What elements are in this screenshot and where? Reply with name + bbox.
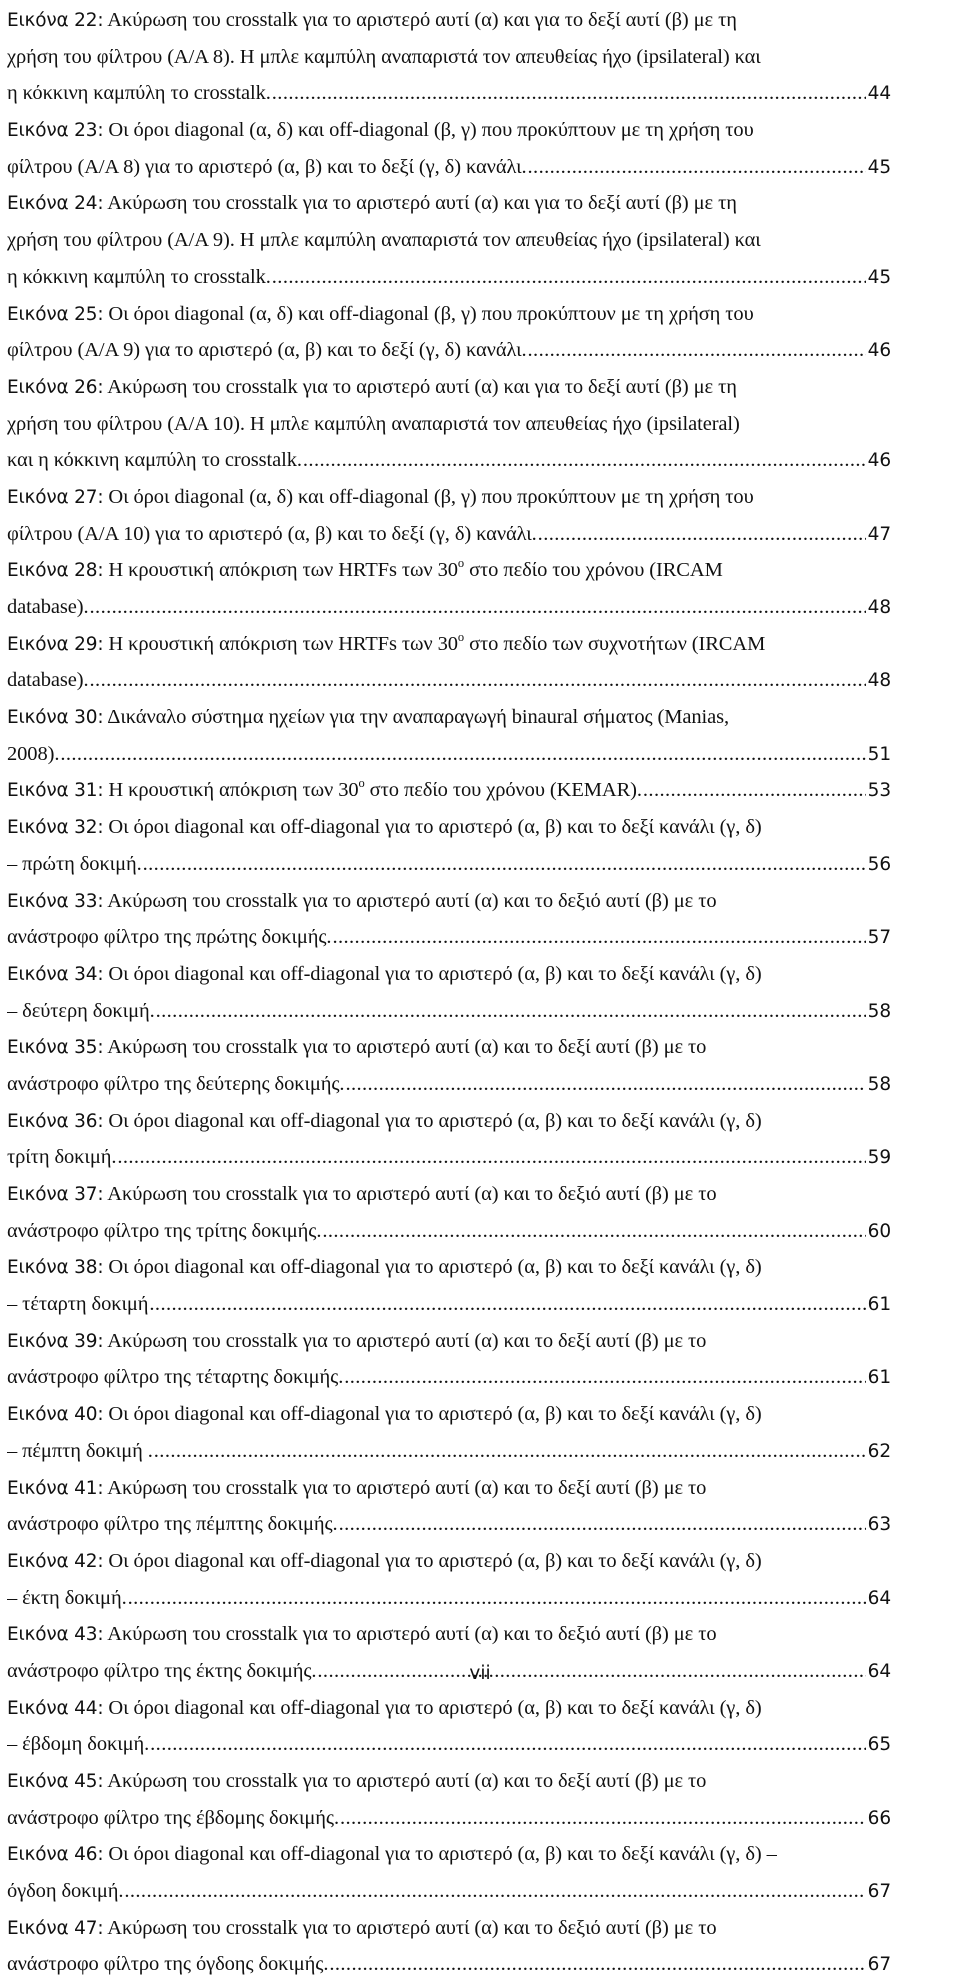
toc-entry-text bbox=[7, 259, 271, 296]
caption-text: Οι όροι diagonal και off-diagonal για το αριστερό (α, β) και το δεξί κανάλι (γ, δ) bbox=[103, 962, 762, 985]
caption-text: Ακύρωση του crosstalk για το αριστερό αυτί (α) και το δεξί αυτί (β) με το bbox=[103, 1770, 707, 1792]
caption-text: – έκτη δοκιμή. bbox=[7, 1586, 127, 1609]
toc-entry-line bbox=[7, 1396, 891, 1433]
caption-text: Η κρουστική απόκριση των 30 bbox=[103, 779, 359, 802]
dot-leader bbox=[150, 1726, 866, 1763]
page-number-ref[interactable]: 64 bbox=[867, 1587, 891, 1609]
toc-entry-text bbox=[7, 589, 89, 626]
toc-entry-line bbox=[7, 1506, 891, 1543]
caption-text: χρήση του φίλτρου (Α/Α 8). Η μπλε καμπύλη αναπαριστά τον απευθείας ήχο (ipsilateral) και bbox=[7, 45, 761, 68]
toc-entry-line bbox=[7, 1946, 891, 1983]
figure-label: Εικόνα 41: bbox=[7, 1477, 104, 1499]
figure-label: Εικόνα 43: bbox=[7, 1624, 104, 1646]
toc-entry[interactable] bbox=[7, 1690, 891, 1763]
toc-entry-line bbox=[7, 956, 891, 993]
figure-label: Εικόνα 39: bbox=[7, 1330, 104, 1352]
dot-leader bbox=[332, 919, 865, 956]
figure-label: Εικόνα 28: bbox=[7, 560, 104, 582]
caption-text: φίλτρου (Α/Α 10) για το αριστερό (α, β) και το δεξί (γ, δ) κανάλι. bbox=[7, 522, 537, 545]
dot-leader bbox=[528, 149, 866, 186]
caption-text: Οι όροι diagonal και off-diagonal για το αριστερό (α, β) και το δεξί κανάλι (γ, δ) – bbox=[103, 1843, 777, 1866]
page-number-ref[interactable]: 65 bbox=[867, 1734, 891, 1756]
toc-entry-text bbox=[7, 736, 59, 773]
page-number-ref[interactable]: 64 bbox=[867, 1660, 891, 1682]
dot-leader bbox=[143, 846, 866, 883]
caption-text: – πρώτη δοκιμή. bbox=[7, 852, 142, 875]
toc-entry-text bbox=[7, 1580, 127, 1617]
toc-entry[interactable] bbox=[7, 1396, 891, 1469]
dot-leader bbox=[90, 662, 866, 699]
toc-entry-line bbox=[7, 662, 891, 699]
figure-label: Εικόνα 26: bbox=[7, 376, 104, 398]
dot-leader bbox=[117, 1139, 865, 1176]
toc-entry[interactable] bbox=[7, 1470, 891, 1543]
caption-text: Ακύρωση του crosstalk για το αριστερό αυτί (α) και το δεξί αυτί (β) με το bbox=[103, 1476, 707, 1499]
toc-entry-text bbox=[7, 662, 89, 699]
page-number-ref[interactable]: 59 bbox=[867, 1147, 891, 1169]
caption-text: Ακύρωση του crosstalk για το αριστερό αυτί (α) και το δεξί αυτί (β) με το bbox=[103, 1036, 707, 1059]
caption-text: ανάστροφο φίλτρο της έκτης δοκιμής. bbox=[7, 1659, 317, 1682]
dot-leader bbox=[322, 1213, 865, 1250]
degree-superscript: o bbox=[358, 776, 365, 791]
page-number-ref[interactable]: 45 bbox=[867, 266, 891, 288]
toc-entry-line bbox=[7, 442, 891, 479]
caption-text: Ακύρωση του crosstalk για το αριστερό αυτί (α) και για το δεξί αυτί (β) με τη bbox=[103, 192, 737, 215]
dot-leader bbox=[303, 442, 866, 479]
toc-entry-line bbox=[7, 1616, 891, 1653]
toc-entry[interactable] bbox=[7, 956, 891, 1029]
toc-entry-line bbox=[7, 2, 891, 39]
figure-label: Εικόνα 44: bbox=[7, 1697, 104, 1719]
caption-text: φίλτρου (Α/Α 9) για το αριστερό (α, β) και το δεξί (γ, δ) κανάλι. bbox=[7, 339, 527, 362]
caption-text: Δικάναλο σύστημα ηχείων για την αναπαραγωγή binaural σήματος (Manias, bbox=[103, 706, 730, 729]
toc-entry[interactable] bbox=[7, 1103, 891, 1176]
caption-text: ανάστροφο φίλτρο της πρώτης δοκιμής. bbox=[7, 926, 332, 949]
caption-text: Οι όροι diagonal και off-diagonal για το αριστερό (α, β) και το δεξί κανάλι (γ, δ) bbox=[103, 816, 762, 839]
caption-text: χρήση του φίλτρου (Α/Α 9). Η μπλε καμπύλη αναπαριστά τον απευθείας ήχο (ipsilateral) και bbox=[7, 229, 761, 252]
caption-text: database). bbox=[7, 669, 89, 692]
toc-entry-line bbox=[7, 259, 891, 296]
page-number-ref[interactable]: 47 bbox=[867, 523, 891, 545]
dot-leader bbox=[538, 516, 866, 553]
dot-leader bbox=[329, 1946, 865, 1983]
page-number-ref[interactable]: 63 bbox=[867, 1514, 891, 1536]
toc-entry-line bbox=[7, 1359, 891, 1396]
toc-entry-line bbox=[7, 39, 891, 76]
toc-entry-line bbox=[7, 369, 891, 406]
toc-entry-line bbox=[7, 1470, 891, 1507]
caption-text: ανάστροφο φίλτρο της τέταρτης δοκιμής. bbox=[7, 1366, 344, 1389]
toc-entry-line bbox=[7, 552, 891, 589]
page-number-ref[interactable]: 57 bbox=[867, 927, 891, 949]
dot-leader bbox=[154, 1433, 866, 1470]
toc-entry[interactable] bbox=[7, 552, 891, 625]
toc-entry[interactable] bbox=[7, 112, 891, 185]
dot-leader bbox=[149, 1286, 865, 1323]
toc-entry-line bbox=[7, 846, 891, 883]
caption-text: στο πεδίο των συχνοτήτων (IRCAM bbox=[464, 632, 766, 655]
dot-leader bbox=[128, 1580, 866, 1617]
toc-entry-line bbox=[7, 149, 891, 186]
toc-entry-line bbox=[7, 112, 891, 149]
page-number-ref[interactable]: 53 bbox=[867, 780, 891, 802]
toc-entry-line bbox=[7, 479, 891, 516]
caption-text: – πέμπτη δοκιμή . bbox=[7, 1439, 153, 1462]
dot-leader bbox=[340, 1800, 866, 1837]
page-number-ref[interactable]: 66 bbox=[867, 1807, 891, 1829]
page-number-ref[interactable]: 61 bbox=[867, 1367, 891, 1389]
toc-entry[interactable] bbox=[7, 626, 891, 699]
figure-label: Εικόνα 40: bbox=[7, 1404, 104, 1426]
caption-text: Οι όροι diagonal και off-diagonal για το αριστερό (α, β) και το δεξί κανάλι (γ, δ) bbox=[103, 1696, 762, 1719]
toc-entry-line bbox=[7, 1286, 891, 1323]
caption-text: Ακύρωση του crosstalk για το αριστερό αυτί (α) και το δεξιό αυτί (β) με το bbox=[103, 1916, 717, 1939]
dot-leader bbox=[90, 589, 866, 626]
toc-entry[interactable] bbox=[7, 883, 891, 956]
toc-entry-line bbox=[7, 772, 891, 809]
toc-entry-line bbox=[7, 1543, 891, 1580]
caption-text: ανάστροφο φίλτρο της πέμπτης δοκιμής. bbox=[7, 1513, 338, 1536]
caption-text: Οι όροι diagonal και off-diagonal για το αριστερό (α, β) και το δεξί κανάλι (γ, δ) bbox=[103, 1549, 762, 1572]
toc-entry-text bbox=[7, 1946, 328, 1983]
figure-label: Εικόνα 30: bbox=[7, 707, 104, 729]
page-number-ref[interactable]: 56 bbox=[867, 853, 891, 875]
caption-text: Οι όροι diagonal και off-diagonal για το αριστερό (α, β) και το δεξί κανάλι (γ, δ) bbox=[103, 1256, 762, 1279]
toc-entry[interactable] bbox=[7, 2, 891, 112]
figure-label: Εικόνα 46: bbox=[7, 1844, 104, 1866]
caption-text: – τέταρτη δοκιμή bbox=[7, 1293, 149, 1316]
figure-label: Εικόνα 38: bbox=[7, 1257, 104, 1279]
dot-leader bbox=[124, 1873, 865, 1910]
toc-entry-line bbox=[7, 296, 891, 333]
toc-entry-line bbox=[7, 1249, 891, 1286]
caption-text: στο πεδίο του χρόνου (IRCAM bbox=[464, 559, 723, 582]
page-number-ref[interactable]: 51 bbox=[867, 743, 891, 765]
toc-entry-line bbox=[7, 1690, 891, 1727]
caption-text: στο πεδίο του χρόνου (KEMAR). bbox=[364, 779, 642, 802]
toc-entry-line bbox=[7, 1726, 891, 1763]
toc-entry-line bbox=[7, 736, 891, 773]
toc-entry[interactable] bbox=[7, 772, 891, 809]
degree-superscript: o bbox=[457, 629, 465, 644]
toc-entry[interactable] bbox=[7, 1763, 891, 1836]
figure-label: Εικόνα 35: bbox=[7, 1037, 104, 1059]
toc-entry-line bbox=[7, 222, 891, 259]
caption-text: Ακύρωση του crosstalk για το αριστερό αυτί (α) και το δεξιό αυτί (β) με το bbox=[103, 1623, 717, 1646]
figure-label: Εικόνα 29: bbox=[7, 633, 104, 655]
page-number-ref[interactable]: 48 bbox=[867, 670, 891, 692]
figure-label: Εικόνα 23: bbox=[7, 120, 104, 142]
toc-entry-line bbox=[7, 626, 891, 663]
caption-text: ανάστροφο φίλτρο της τρίτης δοκιμής. bbox=[7, 1219, 322, 1242]
figure-label: Εικόνα 34: bbox=[7, 963, 104, 985]
list-of-figures bbox=[7, 2, 891, 1983]
toc-entry-text bbox=[7, 1066, 344, 1103]
figure-label: Εικόνα 36: bbox=[7, 1110, 104, 1132]
figure-label: Εικόνα 42: bbox=[7, 1550, 104, 1572]
toc-entry-line bbox=[7, 809, 891, 846]
toc-entry-text bbox=[7, 1286, 148, 1323]
page-number-ref[interactable]: 67 bbox=[867, 1881, 891, 1903]
toc-entry-text bbox=[7, 442, 302, 479]
dot-leader bbox=[272, 75, 866, 112]
toc-entry-line bbox=[7, 699, 891, 736]
caption-text: Οι όροι diagonal και off-diagonal για το αριστερό (α, β) και το δεξί κανάλι (γ, δ) bbox=[103, 1109, 762, 1132]
caption-text: Οι όροι diagonal και off-diagonal για το αριστερό (α, β) και το δεξί κανάλι (γ, δ) bbox=[103, 1403, 762, 1426]
figure-label: Εικόνα 31: bbox=[7, 780, 104, 802]
toc-entry[interactable] bbox=[7, 699, 891, 772]
dot-leader bbox=[339, 1506, 866, 1543]
toc-entry[interactable] bbox=[7, 1836, 891, 1909]
figure-label: Εικόνα 27: bbox=[7, 486, 104, 508]
figure-label: Εικόνα 47: bbox=[7, 1917, 104, 1939]
page-number-ref[interactable]: 44 bbox=[867, 83, 891, 105]
dot-leader bbox=[345, 1066, 865, 1103]
toc-entry[interactable] bbox=[7, 809, 891, 882]
toc-entry-line bbox=[7, 883, 891, 920]
toc-entry-line bbox=[7, 1139, 891, 1176]
figure-label: Εικόνα 45: bbox=[7, 1771, 104, 1792]
toc-entry-text bbox=[7, 846, 142, 883]
toc-entry-line bbox=[7, 1836, 891, 1873]
toc-entry[interactable] bbox=[7, 296, 891, 369]
toc-entry[interactable] bbox=[7, 1910, 891, 1983]
figure-label: Εικόνα 32: bbox=[7, 817, 104, 839]
toc-entry-text bbox=[7, 993, 155, 1030]
toc-entry-line bbox=[7, 919, 891, 956]
page-number-ref[interactable]: 62 bbox=[867, 1440, 891, 1462]
toc-entry-line bbox=[7, 1103, 891, 1140]
caption-text: ανάστροφο φίλτρο της έβδομης δοκιμής. bbox=[7, 1806, 339, 1829]
caption-text: Οι όροι diagonal (α, δ) και off-diagonal (β, γ) που προκύπτουν με τη χρήση του bbox=[103, 119, 754, 142]
caption-text: Οι όροι diagonal (α, δ) και off-diagonal (β, γ) που προκύπτουν με τη χρήση του bbox=[103, 485, 754, 508]
toc-entry-line bbox=[7, 516, 891, 553]
caption-text: database). bbox=[7, 596, 89, 618]
page-number-ref[interactable]: 58 bbox=[867, 1073, 891, 1095]
page-number-ref[interactable]: 58 bbox=[867, 1000, 891, 1022]
toc-entry-line bbox=[7, 75, 891, 112]
toc-entry-line bbox=[7, 1323, 891, 1360]
caption-text: φίλτρου (Α/Α 8) για το αριστερό (α, β) και το δεξί (γ, δ) κανάλι. bbox=[7, 155, 527, 178]
toc-entry[interactable] bbox=[7, 369, 891, 479]
page-number-ref[interactable]: 60 bbox=[867, 1220, 891, 1242]
toc-entry-line bbox=[7, 1763, 891, 1800]
caption-text: Ακύρωση του crosstalk για το αριστερό αυτί (α) και για το δεξί αυτί (β) με τη bbox=[103, 9, 737, 31]
toc-entry-line bbox=[7, 1176, 891, 1213]
caption-text: 2008). bbox=[7, 742, 60, 765]
caption-text: τρίτη δοκιμή. bbox=[7, 1146, 117, 1169]
toc-entry-line bbox=[7, 332, 891, 369]
toc-entry-line bbox=[7, 1433, 891, 1470]
toc-entry-line bbox=[7, 1873, 891, 1910]
toc-entry-line bbox=[7, 1910, 891, 1947]
caption-text: ανάστροφο φίλτρο της όγδοης δοκιμής. bbox=[7, 1953, 329, 1976]
caption-text: Ακύρωση του crosstalk για το αριστερό αυτί (α) και το δεξιό αυτί (β) με το bbox=[103, 889, 717, 912]
caption-text: η κόκκινη καμπύλη το crosstalk. bbox=[7, 82, 271, 105]
toc-entry-text bbox=[7, 75, 271, 112]
toc-entry[interactable] bbox=[7, 1323, 891, 1396]
toc-entry-text bbox=[7, 772, 642, 809]
toc-entry-text bbox=[7, 1800, 339, 1837]
dot-leader bbox=[60, 736, 865, 773]
caption-text: όγδοη δοκιμή. bbox=[7, 1880, 124, 1903]
toc-entry-line bbox=[7, 1213, 891, 1250]
caption-text: ανάστροφο φίλτρο της δεύτερης δοκιμής. bbox=[7, 1072, 345, 1095]
toc-entry-text bbox=[7, 1726, 149, 1763]
toc-entry[interactable] bbox=[7, 185, 891, 295]
caption-text: Οι όροι diagonal (α, δ) και off-diagonal (β, γ) που προκύπτουν με τη χρήση του bbox=[103, 302, 754, 325]
page-number-ref[interactable]: 61 bbox=[867, 1294, 891, 1316]
dot-leader bbox=[643, 772, 866, 809]
figure-label: Εικόνα 37: bbox=[7, 1184, 104, 1205]
caption-text: η κόκκινη καμπύλη το crosstalk. bbox=[7, 265, 271, 288]
figure-label: Εικόνα 24: bbox=[7, 193, 104, 215]
toc-entry-text bbox=[7, 516, 537, 553]
degree-superscript: o bbox=[457, 556, 465, 571]
caption-text: – δεύτερη δοκιμή. bbox=[7, 999, 155, 1022]
figure-label: Εικόνα 22: bbox=[7, 10, 104, 31]
caption-text: και η κόκκινη καμπύλη το crosstalk. bbox=[7, 449, 302, 472]
figure-label: Εικόνα 33: bbox=[7, 890, 104, 912]
caption-text: Ακύρωση του crosstalk για το αριστερό αυτί (α) και για το δεξί αυτί (β) με τη bbox=[103, 375, 737, 398]
toc-entry-line bbox=[7, 406, 891, 443]
toc-entry-text bbox=[7, 1506, 338, 1543]
page-number: vii bbox=[469, 1663, 491, 1684]
toc-entry-line bbox=[7, 993, 891, 1030]
toc-entry-text bbox=[7, 1213, 321, 1250]
caption-text: Ακύρωση του crosstalk για το αριστερό αυτί (α) και το δεξί αυτί (β) με το bbox=[103, 1329, 707, 1352]
toc-entry-line bbox=[7, 589, 891, 626]
caption-text: χρήση του φίλτρου (Α/Α 10). Η μπλε καμπύλη αναπαριστά τον απευθείας ήχο (ipsilateral) bbox=[7, 412, 740, 435]
toc-entry[interactable] bbox=[7, 1029, 891, 1102]
toc-entry[interactable] bbox=[7, 479, 891, 552]
toc-entry-text bbox=[7, 1359, 343, 1396]
toc-entry-line bbox=[7, 1066, 891, 1103]
toc-entry-text bbox=[7, 1433, 153, 1470]
page-number-ref[interactable]: 46 bbox=[867, 340, 891, 362]
toc-entry-line bbox=[7, 1580, 891, 1617]
figure-label: Εικόνα 25: bbox=[7, 303, 104, 325]
dot-leader bbox=[272, 259, 866, 296]
dot-leader bbox=[156, 993, 866, 1030]
toc-entry-text bbox=[7, 919, 331, 956]
caption-text: Η κρουστική απόκριση των HRTFs των 30 bbox=[103, 632, 458, 655]
toc-entry[interactable] bbox=[7, 1249, 891, 1322]
page-number-ref[interactable]: 46 bbox=[867, 450, 891, 472]
toc-entry-line bbox=[7, 1029, 891, 1066]
toc-entry-text bbox=[7, 1873, 123, 1910]
caption-text: Ακύρωση του crosstalk για το αριστερό αυτί (α) και το δεξιό αυτί (β) με το bbox=[103, 1183, 717, 1205]
caption-text: – έβδομη δοκιμή. bbox=[7, 1733, 150, 1756]
page-number-ref[interactable]: 45 bbox=[867, 156, 891, 178]
toc-entry[interactable] bbox=[7, 1176, 891, 1249]
toc-entry-text bbox=[7, 1139, 116, 1176]
page-number-ref[interactable]: 67 bbox=[867, 1954, 891, 1976]
toc-entry-text bbox=[7, 332, 527, 369]
page-number-ref[interactable]: 48 bbox=[867, 597, 891, 618]
toc-entry-line bbox=[7, 185, 891, 222]
dot-leader bbox=[344, 1359, 865, 1396]
toc-entry-line bbox=[7, 1800, 891, 1837]
toc-entry-text bbox=[7, 149, 527, 186]
dot-leader bbox=[528, 332, 866, 369]
caption-text: Η κρουστική απόκριση των HRTFs των 30 bbox=[103, 559, 458, 582]
toc-entry[interactable] bbox=[7, 1543, 891, 1616]
